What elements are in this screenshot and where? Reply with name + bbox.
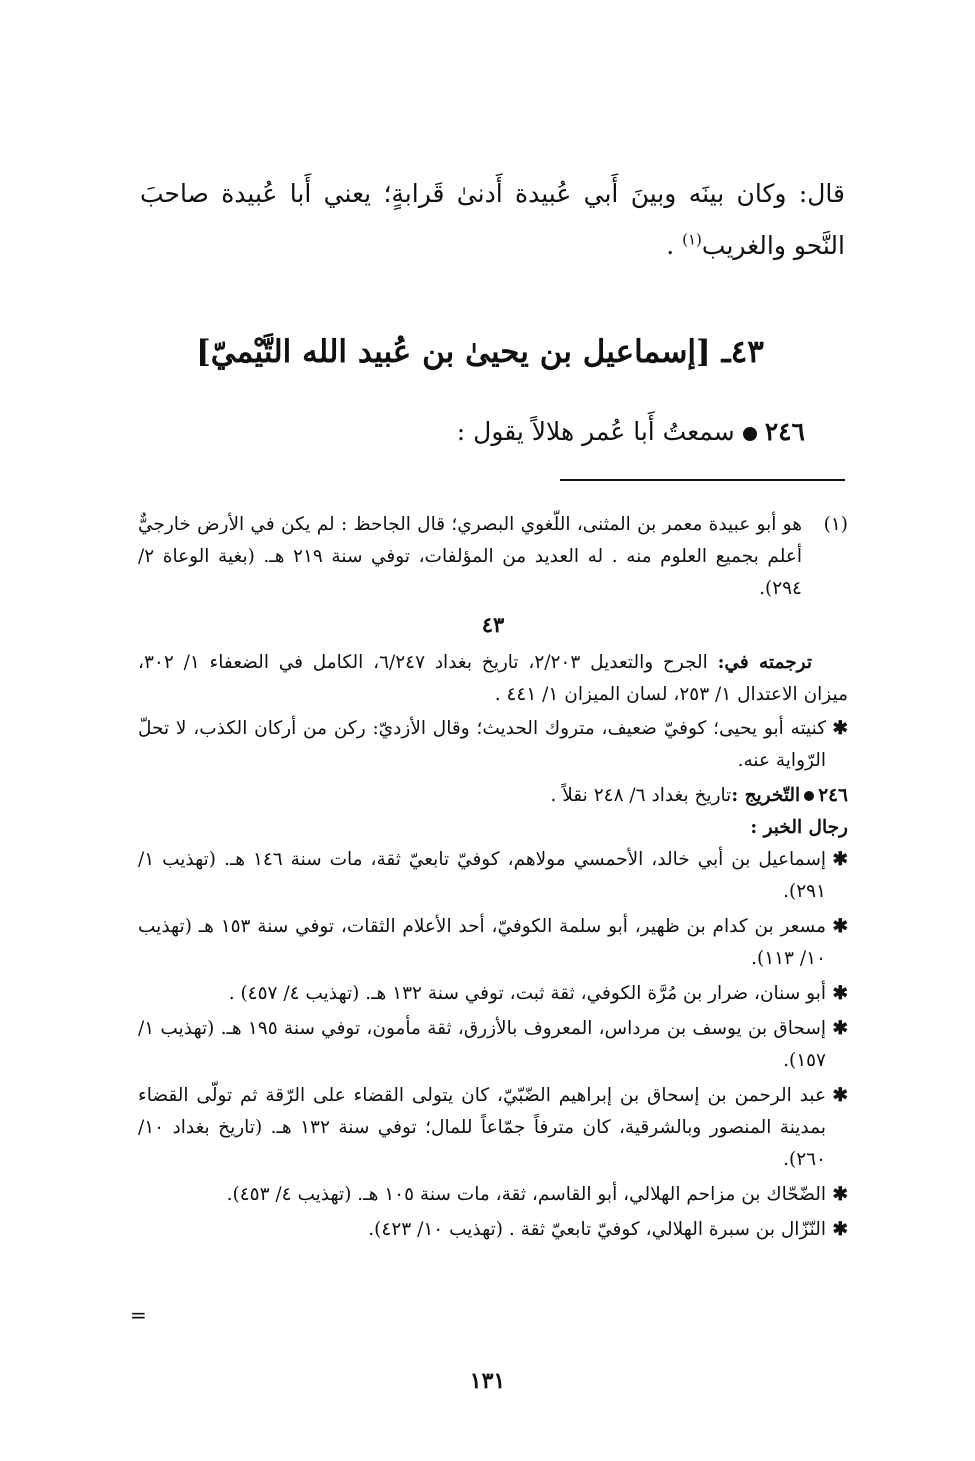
narrator-item <box>138 1179 848 1211</box>
narrator-item <box>138 1013 848 1077</box>
bullet-dot-icon <box>743 427 757 441</box>
footnote-reference[interactable]: (١) <box>682 230 702 249</box>
takhrij-text: تاريخ بغداد ٦/ ٢٤٨ نقلاً . <box>550 785 732 806</box>
bullet-dot-icon <box>804 791 814 801</box>
takhrij-label: التّخريج : <box>731 785 801 806</box>
narrator-text: النّزّال بن سبرة الهلالي، كوفيّ تابعيّ ثقة . (تهذيب ١٠/ ٤٢٣). <box>368 1219 826 1240</box>
narrator-item <box>138 844 848 908</box>
footnote-1 <box>138 509 848 605</box>
footnote-text: هو أبو عبيدة معمر بن المثنى، اللّغوي البصري؛ قال الجاحظ : لم يكن في الأرض خارجيٌّ أعلم بجميع العلوم منه . له العديد من المؤلفات، توفي سنة ٢١٩ هـ. (بغية الوعاة ٢/ ٢٩٤). <box>138 514 803 599</box>
narrator-text: الضّحّاك بن مزاحم الهلالي، أبو القاسم، ثقة، مات سنة ١٠٥ هـ. (تهذيب ٤/ ٤٥٣). <box>226 1184 826 1205</box>
report-text: سمعتُ أَبا عُمر هلالاً يقول : <box>456 417 735 446</box>
narrator-text: إسحاق بن يوسف بن مرداس، المعروف بالأزرق، ثقة مأمون، توفي سنة ١٩٥ هـ. (تهذيب ١/ ١٥٧). <box>138 1018 826 1071</box>
narrator-text: إسماعيل بن أبي خالد، الأحمسي مولاهم، كوفيّ تابعيّ ثقة، مات سنة ١٤٦ هـ. (تهذيب ١/ ٢٩١). <box>138 849 826 902</box>
narrator-text: أبو سنان، ضرار بن مُرَّة الكوفي، ثقة ثبت، توفي سنة ١٣٢ هـ. (تهذيب ٤/ ٤٥٧) . <box>228 983 826 1004</box>
kunya-item <box>138 713 848 777</box>
notes-section-number: ٤٣ <box>481 612 505 637</box>
asterisk-icon: ✱ <box>832 1085 848 1106</box>
narrator-item <box>138 1214 848 1246</box>
footnotes-area <box>138 509 848 1249</box>
asterisk-icon: ✱ <box>832 849 848 870</box>
intro-end: . <box>666 231 683 260</box>
tarjama-text: الجرح والتعديل ٢/٢٠٣، تاريخ بغداد ٦/٢٤٧، الكامل في الضعفاء ١/ ٣٠٢، ميزان الاعتدال ١/ ٢٥٣، لسان الميزان ١/ ٤٤١ . <box>138 652 848 705</box>
page-number: ١٣١ <box>469 1368 506 1394</box>
narrator-text: مسعر بن كدام بن ظهير، أبو سلمة الكوفيّ، أحد الأعلام الثقات، توفي سنة ١٥٣ هـ (تهذيب ١٠/ ١١٣). <box>138 916 827 969</box>
asterisk-icon: ✱ <box>832 1219 848 1240</box>
asterisk-icon: ✱ <box>832 983 848 1004</box>
takhrij-number: ٢٤٦ <box>818 785 848 806</box>
narrator-item <box>138 1080 848 1176</box>
narrator-item <box>138 978 848 1010</box>
section-heading: ٤٣ـ [إسماعيل بن يحيىٰ بن عُبيد الله التَّيْميّ] <box>196 334 764 370</box>
tarjama-paragraph <box>138 647 848 711</box>
report-number: ٢٤٦ <box>764 417 805 446</box>
kunya-text: كنيته أبو يحيى؛ كوفيّ ضعيف، متروك الحديث؛ وقال الأزديّ: ركن من أركان الكذب، لا تحلّ الرّواية عنه. <box>138 718 826 771</box>
intro-text: قال: وكان بينَه وبينَ أَبي عُبيدة أَدنىٰ قَرابةٍ؛ يعني أَبا عُبيدة صاحبَ النَّحو والغريب <box>140 179 845 260</box>
footnote-number: (١) <box>823 514 848 535</box>
takhrij-line <box>138 780 848 812</box>
tarjama-label: ترجمته في: <box>717 652 812 673</box>
asterisk-icon: ✱ <box>832 1184 848 1205</box>
asterisk-icon: ✱ <box>832 1018 848 1039</box>
footnote-separator <box>560 479 845 481</box>
narrator-item <box>138 911 848 975</box>
continuation-mark: = <box>130 1303 147 1327</box>
asterisk-icon: ✱ <box>832 916 848 937</box>
report-opening <box>205 412 805 452</box>
rijal-label: رجال الخبر : <box>750 817 848 838</box>
asterisk-icon: ✱ <box>832 718 848 739</box>
intro-paragraph <box>140 168 845 272</box>
narrator-text: عبد الرحمن بن إسحاق بن إبراهيم الضّبّيّ، كان يتولى القضاء على الرّقة ثم تولّى القضاء بمدينة المنصور وبالشرقية، كان مترفاً جمّاعاً للمال؛ توفي سنة ١٣٢ هـ. (تاريخ بغداد ١٠/ ٢٦٠). <box>138 1085 826 1170</box>
